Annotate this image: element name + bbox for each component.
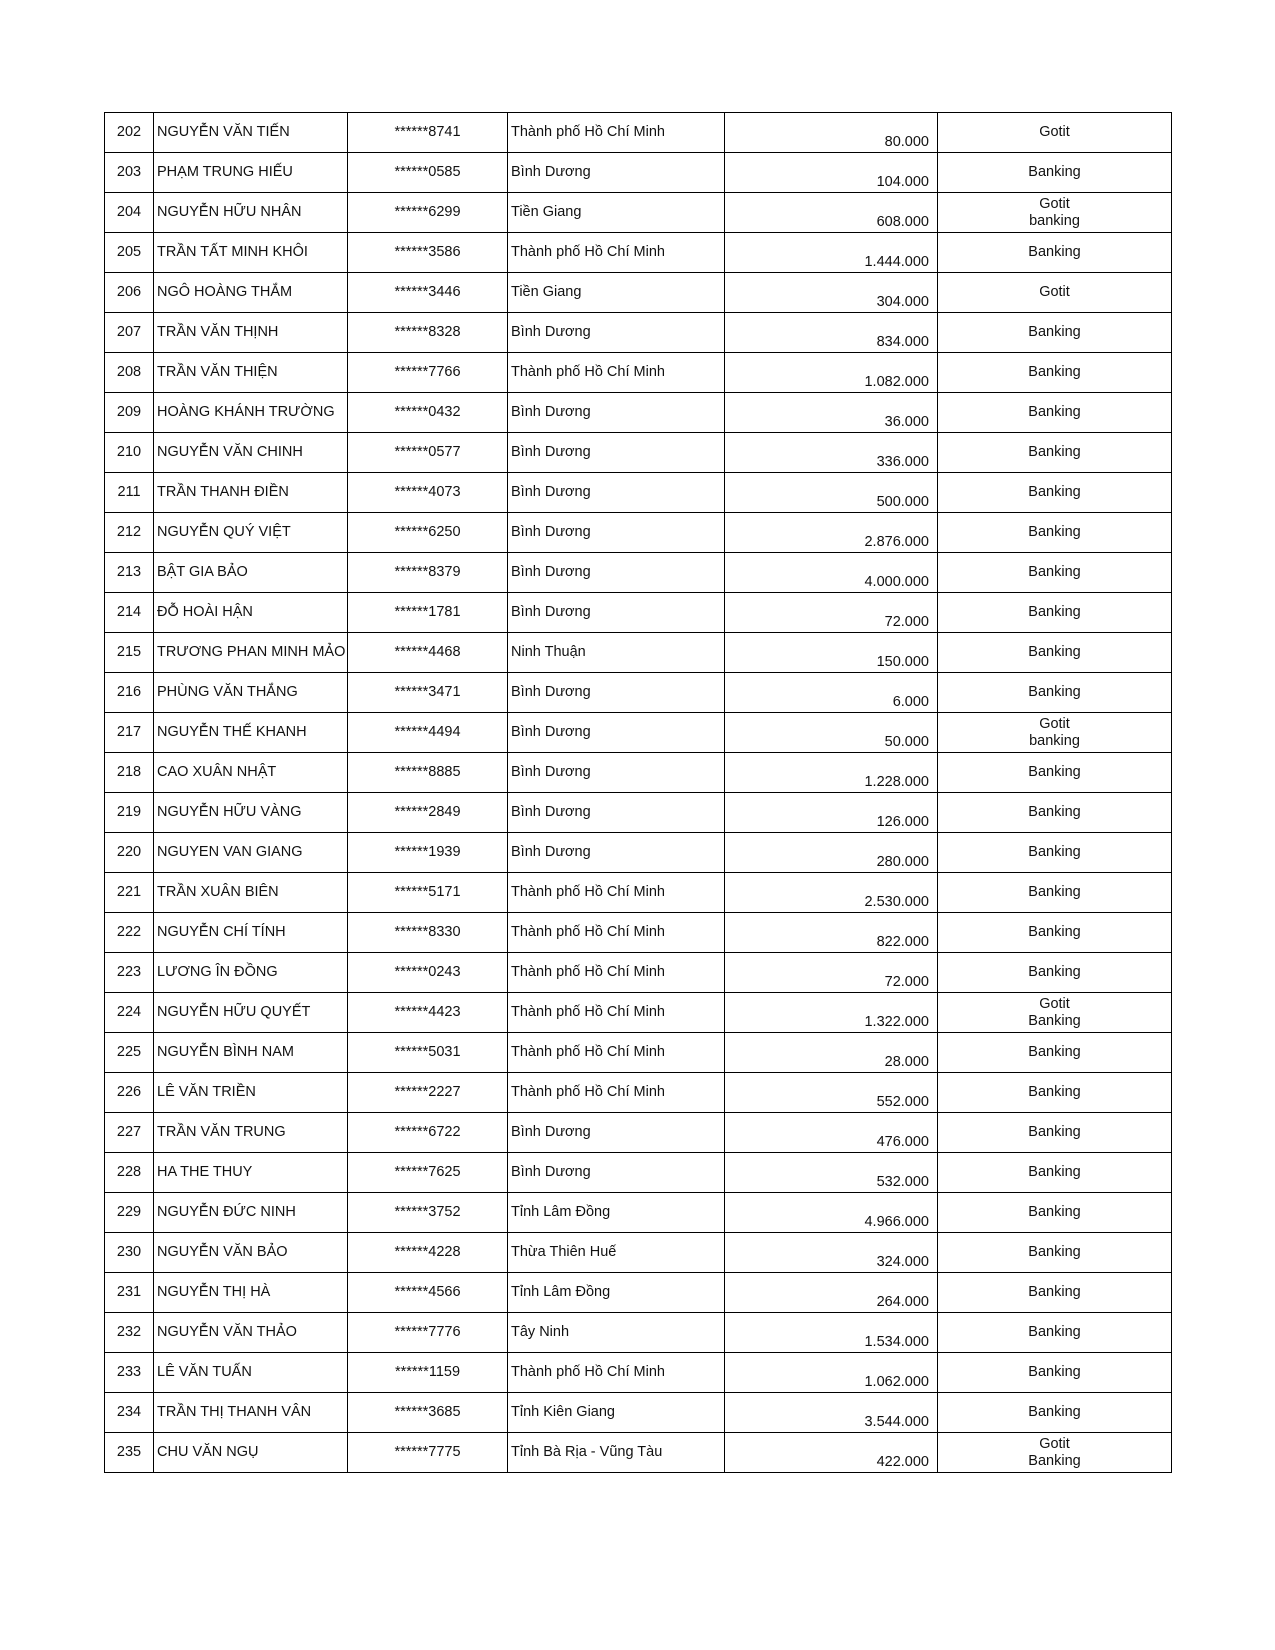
masked-phone-cell: ******5171 [348,873,508,913]
prize-amount-cell: 552.000 [725,1073,938,1113]
table-row [105,1073,1172,1113]
winner-name-cell: ĐỖ HOÀI HẬN [154,593,348,633]
province-cell: Thành phố Hồ Chí Minh [508,873,725,913]
province-cell: Bình Dương [508,393,725,433]
table-row [105,993,1172,1033]
payment-method: Gotit [1039,195,1070,212]
payment-method: Banking [1028,844,1081,860]
prize-amount-cell: 324.000 [725,1233,938,1273]
table-row [105,1153,1172,1193]
payment-method: Gotit [1039,995,1070,1012]
prize-amount-cell: 422.000 [725,1433,938,1473]
winner-name-cell: NGUYỄN ĐỨC NINH [154,1193,348,1233]
prize-amount-cell: 28.000 [725,1033,938,1073]
table-row [105,953,1172,993]
payment-method-cell [938,1353,1172,1393]
masked-phone-cell: ******5031 [348,1033,508,1073]
payment-method-cell [938,513,1172,553]
row-number-cell: 216 [105,673,154,713]
winner-name-cell: NGUYEN VAN GIANG [154,833,348,873]
prize-amount-cell: 36.000 [725,393,938,433]
winner-name-cell: NGÔ HOÀNG THẮM [154,273,348,313]
row-number-cell: 212 [105,513,154,553]
row-number-cell: 228 [105,1153,154,1193]
row-number-cell: 214 [105,593,154,633]
table-row [105,353,1172,393]
payment-method-cell [938,1073,1172,1113]
payment-method: Banking [1028,444,1081,460]
payment-method: Banking [1028,564,1081,580]
row-number-cell: 218 [105,753,154,793]
payment-method-cell [938,1433,1172,1473]
payment-method: Banking [1028,764,1081,780]
winner-name-cell: PHÙNG VĂN THẮNG [154,673,348,713]
winner-name-cell: NGUYỄN HỮU QUYẾT [154,993,348,1033]
masked-phone-cell: ******4494 [348,713,508,753]
province-cell: Bình Dương [508,593,725,633]
row-number-cell: 202 [105,113,154,153]
prize-amount-cell: 72.000 [725,593,938,633]
payment-method: Banking [1028,1044,1081,1060]
province-cell: Bình Dương [508,673,725,713]
prize-amount-cell: 3.544.000 [725,1393,938,1433]
row-number-cell: 205 [105,233,154,273]
prize-amount-cell: 80.000 [725,113,938,153]
payment-method-cell [938,593,1172,633]
masked-phone-cell: ******6722 [348,1113,508,1153]
payment-method: Banking [1028,1284,1081,1300]
winners-table [104,112,1172,1473]
winner-name-cell: NGUYỄN VĂN CHINH [154,433,348,473]
payment-method: Banking [1028,804,1081,820]
payment-method-cell [938,1113,1172,1153]
province-cell: Thành phố Hồ Chí Minh [508,953,725,993]
masked-phone-cell: ******1939 [348,833,508,873]
payment-method: Banking [1028,364,1081,380]
table-row [105,593,1172,633]
payment-method: Gotit [1039,124,1070,140]
table-row [105,1273,1172,1313]
prize-amount-cell: 834.000 [725,313,938,353]
masked-phone-cell: ******3685 [348,1393,508,1433]
winners-table-body [105,113,1172,1473]
row-number-cell: 232 [105,1313,154,1353]
province-cell: Bình Dương [508,513,725,553]
province-cell: Thành phố Hồ Chí Minh [508,993,725,1033]
row-number-cell: 207 [105,313,154,353]
masked-phone-cell: ******0432 [348,393,508,433]
masked-phone-cell: ******2227 [348,1073,508,1113]
table-row [105,473,1172,513]
table-row [105,1193,1172,1233]
row-number-cell: 227 [105,1113,154,1153]
payment-method-cell [938,713,1172,753]
payment-method-cell [938,113,1172,153]
masked-phone-cell: ******3471 [348,673,508,713]
payment-method-cell [938,1193,1172,1233]
masked-phone-cell: ******7776 [348,1313,508,1353]
payment-method-cell [938,913,1172,953]
province-cell: Tỉnh Lâm Đồng [508,1273,725,1313]
table-row [105,273,1172,313]
province-cell: Bình Dương [508,1113,725,1153]
row-number-cell: 229 [105,1193,154,1233]
prize-amount-cell: 264.000 [725,1273,938,1313]
payment-method-cell [938,1153,1172,1193]
prize-amount-cell: 304.000 [725,273,938,313]
prize-amount-cell: 1.082.000 [725,353,938,393]
province-cell: Bình Dương [508,793,725,833]
province-cell: Bình Dương [508,713,725,753]
prize-amount-cell: 126.000 [725,793,938,833]
province-cell: Thành phố Hồ Chí Minh [508,1033,725,1073]
winner-name-cell: TRẦN THANH ĐIỀN [154,473,348,513]
payment-method: banking [1029,212,1080,229]
winner-name-cell: CAO XUÂN NHẬT [154,753,348,793]
payment-method: Banking [1028,404,1081,420]
payment-method-cell [938,673,1172,713]
row-number-cell: 219 [105,793,154,833]
row-number-cell: 224 [105,993,154,1033]
table-row [105,513,1172,553]
prize-amount-cell: 1.062.000 [725,1353,938,1393]
masked-phone-cell: ******2849 [348,793,508,833]
payment-method: Gotit [1039,1435,1070,1452]
table-row [105,1433,1172,1473]
table-row [105,1113,1172,1153]
masked-phone-cell: ******1159 [348,1353,508,1393]
row-number-cell: 210 [105,433,154,473]
payment-method: Banking [1028,924,1081,940]
winner-name-cell: NGUYỄN BÌNH NAM [154,1033,348,1073]
payment-method-cell [938,153,1172,193]
province-cell: Bình Dương [508,473,725,513]
table-row [105,873,1172,913]
payment-method-cell [938,873,1172,913]
payment-method: Banking [1028,484,1081,500]
masked-phone-cell: ******4468 [348,633,508,673]
prize-amount-cell: 280.000 [725,833,938,873]
prize-amount-cell: 1.228.000 [725,753,938,793]
payment-method-cell [938,953,1172,993]
province-cell: Tiền Giang [508,273,725,313]
masked-phone-cell: ******6299 [348,193,508,233]
payment-method-cell [938,473,1172,513]
payment-method: Gotit [1039,284,1070,300]
province-cell: Bình Dương [508,553,725,593]
province-cell: Thành phố Hồ Chí Minh [508,113,725,153]
winner-name-cell: TRẦN VĂN THỊNH [154,313,348,353]
prize-amount-cell: 336.000 [725,433,938,473]
table-row [105,153,1172,193]
table-row [105,193,1172,233]
province-cell: Bình Dương [508,753,725,793]
payment-method-cell [938,833,1172,873]
table-row [105,1033,1172,1073]
payment-method: Banking [1028,1124,1081,1140]
row-number-cell: 203 [105,153,154,193]
prize-amount-cell: 2.530.000 [725,873,938,913]
province-cell: Tỉnh Bà Rịa - Vũng Tàu [508,1433,725,1473]
row-number-cell: 220 [105,833,154,873]
winner-name-cell: TRƯƠNG PHAN MINH MẢO [154,633,348,673]
prize-amount-cell: 500.000 [725,473,938,513]
masked-phone-cell: ******7766 [348,353,508,393]
table-row [105,793,1172,833]
payment-method: Banking [1028,684,1081,700]
winner-name-cell: HOÀNG KHÁNH TRƯỜNG [154,393,348,433]
winner-name-cell: NGUYỄN QUÝ VIỆT [154,513,348,553]
masked-phone-cell: ******3752 [348,1193,508,1233]
province-cell: Thừa Thiên Huế [508,1233,725,1273]
prize-amount-cell: 4.000.000 [725,553,938,593]
province-cell: Thành phố Hồ Chí Minh [508,233,725,273]
province-cell: Bình Dương [508,1153,725,1193]
payment-method-cell [938,393,1172,433]
prize-amount-cell: 822.000 [725,913,938,953]
province-cell: Bình Dương [508,313,725,353]
masked-phone-cell: ******8328 [348,313,508,353]
winner-name-cell: LÊ VĂN TUẤN [154,1353,348,1393]
province-cell: Thành phố Hồ Chí Minh [508,1073,725,1113]
winner-name-cell: TRẦN TẤT MINH KHÔI [154,233,348,273]
prize-amount-cell: 1.534.000 [725,1313,938,1353]
payment-method: Gotit [1039,715,1070,732]
table-row [105,713,1172,753]
masked-phone-cell: ******7775 [348,1433,508,1473]
masked-phone-cell: ******4228 [348,1233,508,1273]
row-number-cell: 226 [105,1073,154,1113]
province-cell: Tỉnh Kiên Giang [508,1393,725,1433]
row-number-cell: 233 [105,1353,154,1393]
province-cell: Ninh Thuận [508,633,725,673]
masked-phone-cell: ******6250 [348,513,508,553]
row-number-cell: 231 [105,1273,154,1313]
prize-amount-cell: 1.322.000 [725,993,938,1033]
table-row [105,393,1172,433]
province-cell: Bình Dương [508,833,725,873]
province-cell: Tỉnh Lâm Đồng [508,1193,725,1233]
winner-name-cell: TRẦN XUÂN BIÊN [154,873,348,913]
prize-amount-cell: 2.876.000 [725,513,938,553]
table-row [105,1233,1172,1273]
masked-phone-cell: ******0585 [348,153,508,193]
masked-phone-cell: ******8379 [348,553,508,593]
winner-name-cell: NGUYỄN VĂN BẢO [154,1233,348,1273]
winner-name-cell: NGUYỄN VĂN TIẾN [154,113,348,153]
row-number-cell: 222 [105,913,154,953]
row-number-cell: 211 [105,473,154,513]
masked-phone-cell: ******8330 [348,913,508,953]
payment-method: banking [1029,732,1080,749]
masked-phone-cell: ******3446 [348,273,508,313]
masked-phone-cell: ******4423 [348,993,508,1033]
row-number-cell: 235 [105,1433,154,1473]
winner-name-cell: NGUYỄN THẾ KHANH [154,713,348,753]
province-cell: Thành phố Hồ Chí Minh [508,1353,725,1393]
masked-phone-cell: ******8741 [348,113,508,153]
row-number-cell: 225 [105,1033,154,1073]
payment-method-cell [938,273,1172,313]
winner-name-cell: NGUYỄN CHÍ TÍNH [154,913,348,953]
winner-name-cell: TRẦN VĂN TRUNG [154,1113,348,1153]
winner-name-cell: HA THE THUY [154,1153,348,1193]
prize-amount-cell: 476.000 [725,1113,938,1153]
row-number-cell: 206 [105,273,154,313]
payment-method: Banking [1028,1404,1081,1420]
payment-method: Banking [1028,604,1081,620]
payment-method-cell [938,993,1172,1033]
payment-method-cell [938,753,1172,793]
masked-phone-cell: ******0577 [348,433,508,473]
row-number-cell: 217 [105,713,154,753]
payment-method: Banking [1028,1364,1081,1380]
prize-amount-cell: 532.000 [725,1153,938,1193]
winner-name-cell: TRẦN THỊ THANH VÂN [154,1393,348,1433]
payment-method: Banking [1028,1012,1081,1029]
prize-amount-cell: 6.000 [725,673,938,713]
masked-phone-cell: ******4073 [348,473,508,513]
row-number-cell: 223 [105,953,154,993]
table-row [105,913,1172,953]
payment-method: Banking [1028,164,1081,180]
row-number-cell: 221 [105,873,154,913]
province-cell: Thành phố Hồ Chí Minh [508,353,725,393]
table-row [105,233,1172,273]
payment-method-cell [938,353,1172,393]
payment-method-cell [938,633,1172,673]
winner-name-cell: NGUYỄN HỮU NHÂN [154,193,348,233]
payment-method: Banking [1028,1164,1081,1180]
payment-method: Banking [1028,524,1081,540]
table-row [105,113,1172,153]
payment-method: Banking [1028,1452,1081,1469]
prize-amount-cell: 608.000 [725,193,938,233]
payment-method-cell [938,793,1172,833]
payment-method: Banking [1028,884,1081,900]
winner-name-cell: TRẦN VĂN THIỆN [154,353,348,393]
winner-name-cell: NGUYỄN VĂN THẢO [154,1313,348,1353]
masked-phone-cell: ******3586 [348,233,508,273]
payment-method-cell [938,233,1172,273]
winner-name-cell: CHU VĂN NGỤ [154,1433,348,1473]
masked-phone-cell: ******0243 [348,953,508,993]
payment-method-cell [938,1313,1172,1353]
winner-name-cell: BẬT GIA BẢO [154,553,348,593]
masked-phone-cell: ******4566 [348,1273,508,1313]
winner-name-cell: PHẠM TRUNG HIẾU [154,153,348,193]
row-number-cell: 204 [105,193,154,233]
payment-method: Banking [1028,964,1081,980]
row-number-cell: 215 [105,633,154,673]
table-row [105,433,1172,473]
table-row [105,673,1172,713]
payment-method: Banking [1028,644,1081,660]
province-cell: Bình Dương [508,433,725,473]
masked-phone-cell: ******1781 [348,593,508,633]
prize-amount-cell: 104.000 [725,153,938,193]
province-cell: Tây Ninh [508,1313,725,1353]
prize-amount-cell: 4.966.000 [725,1193,938,1233]
table-row [105,313,1172,353]
table-row [105,1313,1172,1353]
prize-amount-cell: 72.000 [725,953,938,993]
masked-phone-cell: ******8885 [348,753,508,793]
table-row [105,553,1172,593]
table-row [105,633,1172,673]
prize-amount-cell: 150.000 [725,633,938,673]
table-row [105,833,1172,873]
payment-method-cell [938,1033,1172,1073]
payment-method-cell [938,553,1172,593]
row-number-cell: 234 [105,1393,154,1433]
row-number-cell: 213 [105,553,154,593]
payment-method-cell [938,1273,1172,1313]
payment-method-cell [938,1393,1172,1433]
payment-method-cell [938,193,1172,233]
masked-phone-cell: ******7625 [348,1153,508,1193]
winner-name-cell: NGUYỄN HỮU VÀNG [154,793,348,833]
row-number-cell: 209 [105,393,154,433]
payment-method: Banking [1028,1244,1081,1260]
province-cell: Tiền Giang [508,193,725,233]
province-cell: Thành phố Hồ Chí Minh [508,913,725,953]
table-row [105,1353,1172,1393]
winner-name-cell: NGUYỄN THỊ HÀ [154,1273,348,1313]
payment-method: Banking [1028,1204,1081,1220]
row-number-cell: 208 [105,353,154,393]
table-row [105,753,1172,793]
payment-method: Banking [1028,1324,1081,1340]
winner-name-cell: LƯƠNG ÎN ĐỒNG [154,953,348,993]
row-number-cell: 230 [105,1233,154,1273]
payment-method-cell [938,313,1172,353]
prize-amount-cell: 50.000 [725,713,938,753]
table-row [105,1393,1172,1433]
payment-method-cell [938,1233,1172,1273]
prize-amount-cell: 1.444.000 [725,233,938,273]
province-cell: Bình Dương [508,153,725,193]
winner-name-cell: LÊ VĂN TRIỀN [154,1073,348,1113]
payment-method: Banking [1028,1084,1081,1100]
payment-method: Banking [1028,244,1081,260]
payment-method: Banking [1028,324,1081,340]
payment-method-cell [938,433,1172,473]
